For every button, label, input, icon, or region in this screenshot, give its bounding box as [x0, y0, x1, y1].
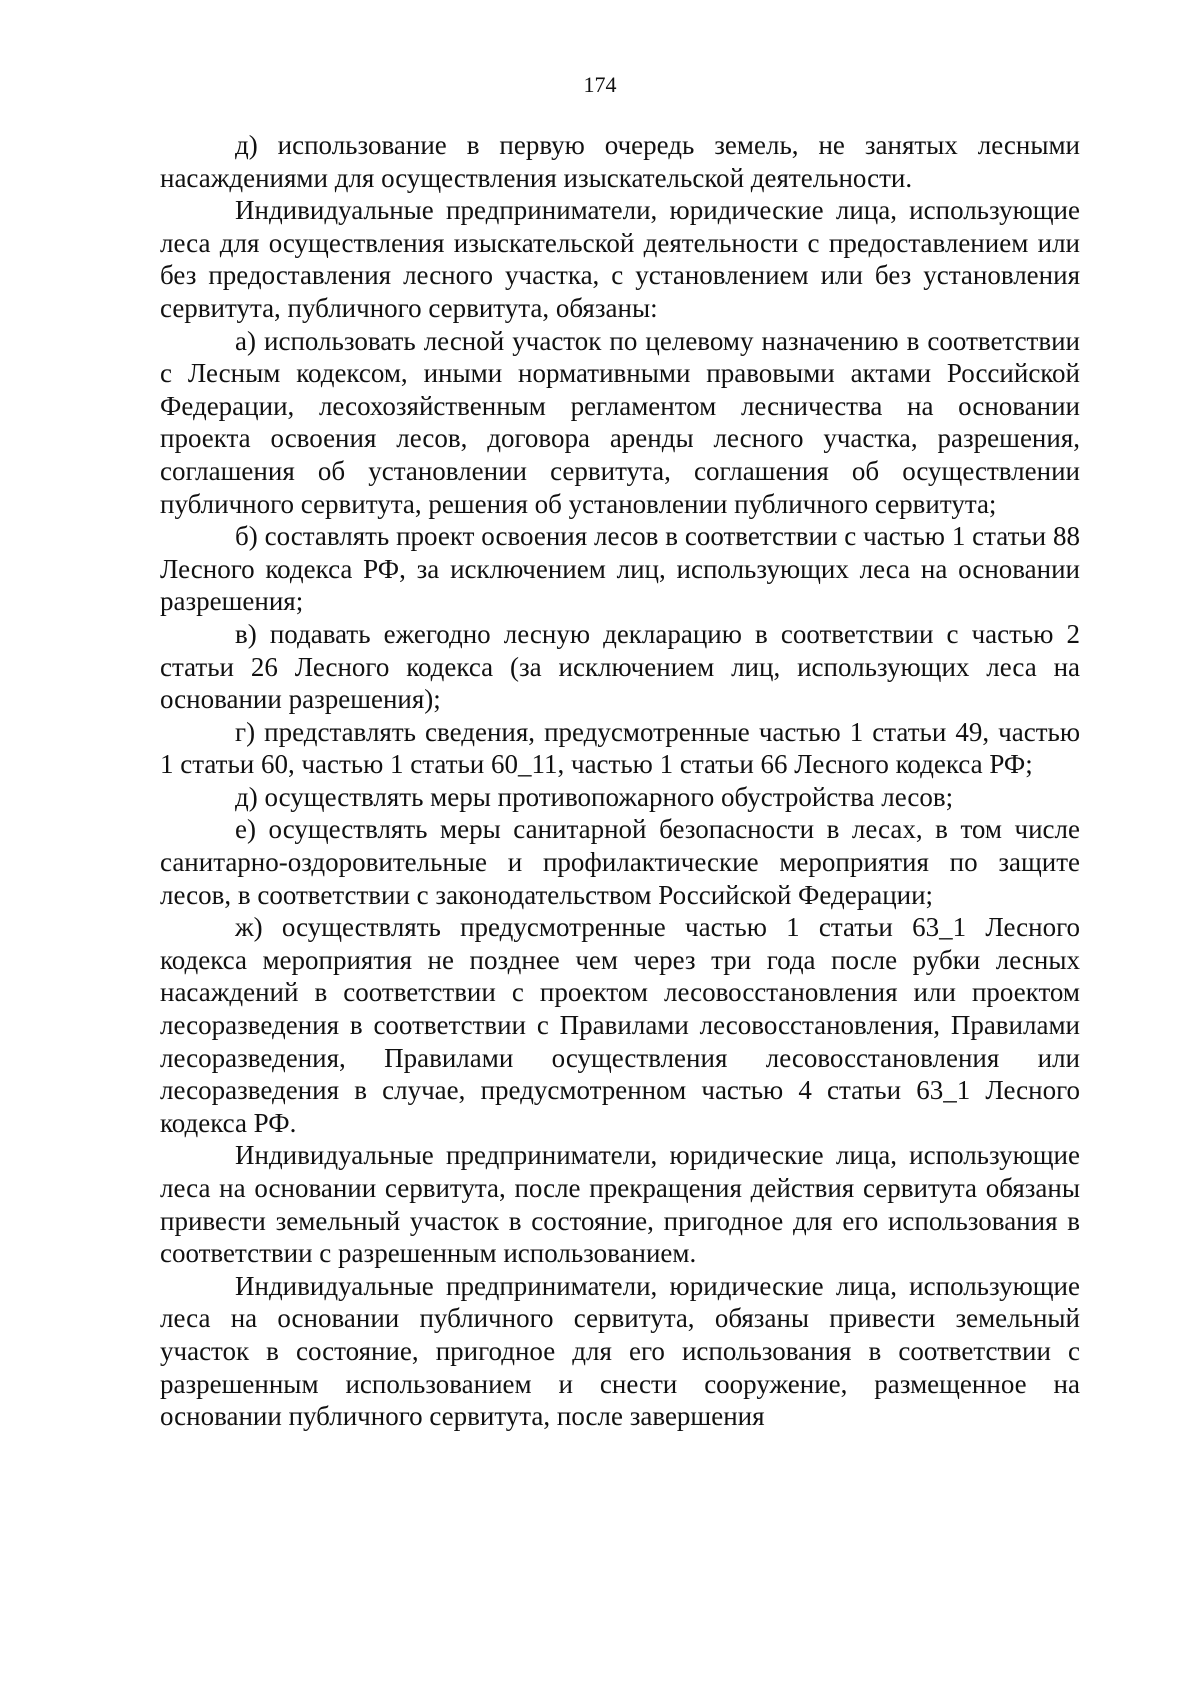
paragraph-obligations-intro: Индивидуальные предприниматели, юридические лица, использующие леса для осуществления изыскательской деятельности с предоставлением или без предоставления лесного участка, с установлением или без установления сервитута, публичного сервитута, обязаны:	[160, 195, 1080, 323]
page-number: 174	[583, 72, 617, 97]
paragraph-g-information: г) представлять сведения, предусмотренные частью 1 статьи 49, частью 1 статьи 60, частью 1 статьи 60_11, частью 1 статьи 66 Лесного кодекса РФ;	[160, 716, 1080, 780]
paragraph-d-fire-prevention: д) осуществлять меры противопожарного обустройства лесов;	[235, 781, 954, 812]
paragraph-v-forest-declaration: в) подавать ежегодно лесную декларацию в соответствии с частью 2 статьи 26 Лесного кодекса (за исключением лиц, использующих леса на основании разрешения);	[160, 618, 1080, 715]
paragraph-public-servitude: Индивидуальные предприниматели, юридические лица, использующие леса на основании публичного сервитута, обязаны привести земельный участок в состояние, пригодное для его использования в соответствии с разрешенным использованием и снести сооружение, размещенное на основании публичного сервитута, после завершения	[160, 1270, 1080, 1432]
paragraph-d-land-use: д) использование в первую очередь земель, не занятых лесными насаждениями для осуществления изыскательской деятельности.	[160, 130, 1080, 193]
paragraph-zh-reforestation: ж) осуществлять предусмотренные частью 1 статьи 63_1 Лесного кодекса мероприятия не позднее чем через три года после рубки лесных насаждений в соответствии с проектом лесовосстановления или проектом лесоразведения в соответствии с Правилами лесовосстановления, Правилами лесоразведения, Правилами осуществления лесовосстановления или лесоразведения в случае, предусмотренном частью 4 статьи 63_1 Лесного кодекса РФ.	[160, 912, 1080, 1138]
paragraph-b-forest-project: б) составлять проект освоения лесов в соответствии с частью 1 статьи 88 Лесного кодекса РФ, за исключением лиц, использующих леса на основании разрешения;	[160, 521, 1080, 617]
document-body	[160, 129, 1080, 1433]
paragraph-servitude-termination: Индивидуальные предприниматели, юридические лица, использующие леса на основании сервитута, после прекращения действия сервитута обязаны привести земельный участок в состояние, пригодное для его использования в соответствии с разрешенным использованием.	[160, 1140, 1080, 1269]
paragraph-e-sanitary-safety: е) осуществлять меры санитарной безопасности в лесах, в том числе санитарно-оздоровительные и профилактические мероприятия по защите лесов, в соответствии с законодательством Российской Федерации;	[160, 814, 1080, 910]
paragraph-a-use-plot: а) использовать лесной участок по целевому назначению в соответствии с Лесным кодексом, иными нормативными правовыми актами Российской Федерации, лесохозяйственным регламентом лесничества на основании проекта освоения лесов, договора аренды лесного участка, разрешения, соглашения об установлении сервитута, соглашения об осуществлении публичного сервитута, решения об установлении публичного сервитута;	[160, 325, 1080, 519]
